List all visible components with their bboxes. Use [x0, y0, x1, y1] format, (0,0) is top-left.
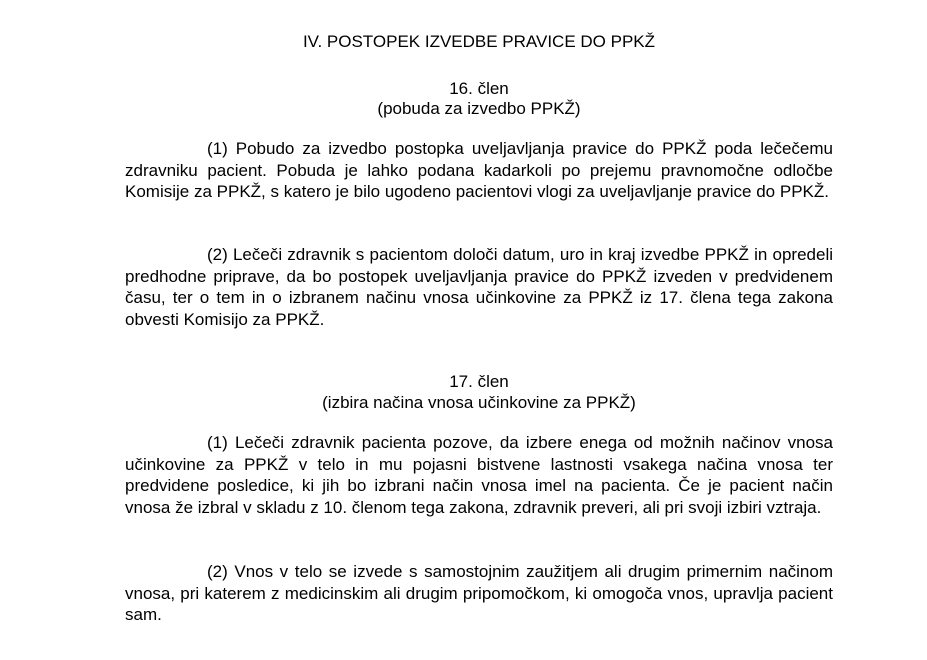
article-17-subtitle: (izbira načina vnosa učinkovine za PPKŽ) [322, 393, 636, 412]
article-16-paragraph-2: (2) Lečeči zdravnik s pacientom določi datum, uro in kraj izvedbe PPKŽ in opredeli predhodne priprave, da bo postopek uveljavljanja pravice do PPKŽ izveden v predvidenem času, ter o tem in o izbranem načinu vnosa učinkovine za PPKŽ iz 17. člena tega zakona obvesti Komisijo za PPKŽ. [125, 245, 833, 329]
article-17-number: 17. člen [449, 372, 509, 391]
article-16-paragraph-1: (1) Pobudo za izvedbo postopka uveljavljanja pravice do PPKŽ poda lečečemu zdravniku pacient. Pobuda je lahko podana kadarkoli po prejemu pravnomočne odločbe Komisije za PPKŽ, s katero je bilo ugodeno pacientovi vlogi za uveljavljanje pravice do PPKŽ. [125, 139, 833, 201]
article-17-paragraph-1: (1) Lečeči zdravnik pacienta pozove, da izbere enega od možnih načinov vnosa učinkovine za PPKŽ v telo in mu pojasni bistvene lastnosti vsakega načina vnosa ter predvidene posledice, ki jih bo izbrani način vnosa imel na pacienta. Če je pacient način vnosa že izbral v skladu z 10. členom tega zakona, zdravnik preveri, ali pri svoji izbiri vztraja. [125, 433, 833, 517]
article-16-number: 16. člen [449, 79, 509, 98]
document-page [125, 0, 833, 660]
article-17-paragraph-2: (2) Vnos v telo se izvede s samostojnim zaužitjem ali drugim primernim načinom vnosa, pri katerem z medicinskim ali drugim pripomočkom, ki omogoča vnos, upravlja pacient sam. [125, 562, 833, 624]
article-16-subtitle: (pobuda za izvedbo PPKŽ) [377, 99, 581, 118]
chapter-title: IV. POSTOPEK IZVEDBE PRAVICE DO PPKŽ [302, 32, 656, 51]
